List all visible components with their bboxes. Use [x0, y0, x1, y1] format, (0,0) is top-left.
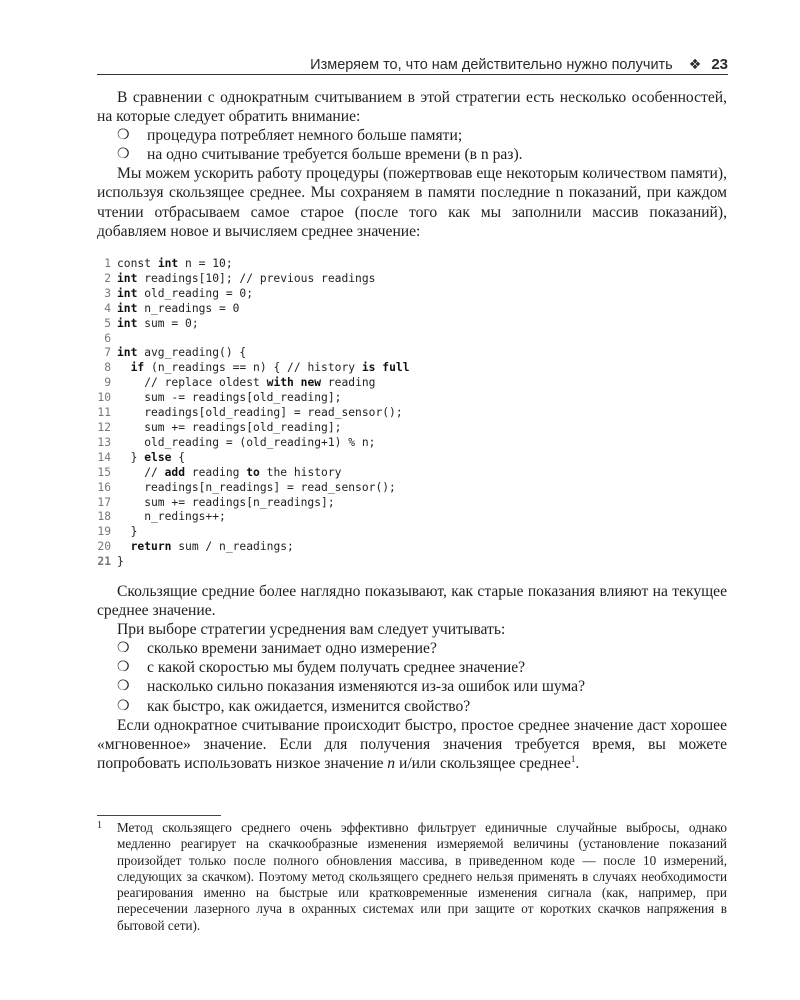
page-number: 23	[711, 56, 728, 73]
line-number: 18	[97, 510, 111, 524]
code-line	[97, 332, 697, 347]
body-top	[97, 88, 727, 241]
code-text: readings[old_reading] = read_sensor();	[117, 406, 403, 420]
line-number: 5	[104, 316, 111, 330]
code-line	[97, 287, 697, 302]
code-text: old_reading = (old_reading+1) % n;	[117, 435, 376, 449]
bullet-icon: ❍	[117, 641, 130, 657]
line-number: 12	[97, 420, 111, 434]
footnote-ref[interactable]: 1	[570, 753, 576, 764]
footnote-text: Метод скользящего среднего очень эффективно фильтрует единичные случайные выбросы, однако медленно реагирует на скачкообразные изменения измеряемой величины (установление показаний произойдет только после полного обновления массива, в приведенном коде — после 10 измерений, следующих за скачком). Поэтому метод скользящего среднего нельзя применять в случаях необходимости реагирования именно на быстрые или кратковременные изменения сигнала (как, например, при пересечении лазерного луча в охранных системах или при защите от коротких скачков напряжения в бытовой сети).	[117, 820, 727, 933]
line-number: 10	[97, 391, 111, 405]
code-text: }	[117, 555, 124, 569]
list-item: ❍ с какой скоростью мы будем получать среднее значение?	[117, 659, 526, 677]
line-number: 2	[104, 271, 111, 285]
code-text: if (n_readings == n) { // history is full	[130, 361, 410, 375]
line-number: 20	[97, 540, 111, 554]
line-number: 8	[104, 361, 111, 375]
code-line	[97, 496, 697, 511]
code-line	[97, 421, 697, 436]
ornament-icon: ❖	[688, 56, 702, 72]
running-title: Измеряем то, что нам действительно нужно получить	[310, 57, 673, 73]
line-number: 21	[97, 555, 111, 569]
code-text: const int n = 10;	[117, 257, 233, 270]
code-text: readings[n_readings] = read_sensor();	[117, 480, 396, 494]
code-line	[97, 540, 697, 555]
header-rule	[97, 74, 728, 75]
code-line	[97, 451, 697, 466]
code-line	[97, 272, 697, 287]
bullet-icon: ❍	[117, 679, 130, 695]
code-line	[97, 555, 697, 570]
code-line	[97, 466, 697, 481]
line-number: 16	[97, 480, 111, 494]
bullet-icon: ❍	[117, 147, 130, 163]
line-number: 19	[97, 525, 111, 539]
line-number: 15	[97, 465, 111, 479]
intro-paragraph: В сравнении с однократным считыванием в этой стратегии есть несколько особенностей, на которые следует обратить внимание:	[97, 89, 727, 126]
paragraph: Скользящие средние более наглядно показывают, как старые показания влияют на текущее среднее значение.	[97, 583, 727, 620]
code-text: int n_readings = 0	[117, 301, 240, 315]
line-number: 1	[104, 257, 111, 270]
moving-average-paragraph: Мы можем ускорить работу процедуры (пожертвовав еще некоторым количеством памяти), используя скользящее среднее. Мы сохраняем в памяти последние n показаний, при каждом чтении отбрасываем самое старое (после того как мы заполнили массив показаний), добавляем новое и вычисляем среднее значение:	[97, 165, 727, 240]
code-text: // add reading to the history	[117, 465, 342, 479]
code-text: int sum = 0;	[117, 316, 199, 330]
code-line	[97, 481, 697, 496]
features-list	[97, 126, 727, 164]
code-text: int old_reading = 0;	[117, 286, 254, 300]
code-line	[97, 525, 697, 540]
list-item: ❍ насколько сильно показания изменяются из-за ошибок или шума?	[117, 678, 586, 696]
body-bottom	[97, 582, 727, 773]
line-number: 14	[97, 450, 111, 464]
list-item: ❍ процедура потребляет немного больше памяти;	[117, 127, 463, 145]
line-number: 4	[104, 301, 111, 315]
line-number: 6	[104, 331, 111, 345]
code-text: // replace oldest with new reading	[117, 376, 376, 390]
list-item: ❍ сколько времени занимает одно измерение?	[117, 640, 437, 658]
bullet-icon: ❍	[117, 660, 130, 676]
code-line	[97, 302, 697, 317]
code-text: return sum / n_readings;	[130, 540, 294, 554]
code-text	[117, 332, 124, 345]
footnote-mark: 1	[97, 820, 102, 831]
code-line	[97, 317, 697, 332]
line-number: 7	[104, 346, 111, 360]
line-number: 13	[97, 435, 111, 449]
considerations-list	[97, 639, 727, 715]
code-line	[97, 406, 697, 421]
code-text: sum -= readings[old_reading];	[117, 391, 342, 405]
paragraph: Если однократное считывание происходит быстро, простое среднее значение даст хорошее «мгновенное» значение. Если для получения значения требуется время, вы можете попробовать использовать низкое значение n и/или скользящее среднее$^1$.	[97, 716, 727, 772]
code-text: sum += readings[n_readings];	[117, 495, 335, 509]
footnote	[97, 820, 727, 934]
footnote-rule	[97, 815, 221, 816]
running-header	[97, 56, 728, 76]
code-line	[97, 510, 697, 525]
paragraph: При выборе стратегии усреднения вам следует учитывать:	[117, 621, 506, 639]
code-line	[97, 376, 697, 391]
code-line	[97, 436, 697, 451]
code-text: int readings[10]; // previous readings	[117, 271, 376, 285]
code-text: n_redings++;	[117, 510, 226, 524]
code-line	[97, 361, 697, 376]
list-item: ❍ на одно считывание требуется больше времени (в n раз).	[117, 146, 523, 164]
code-text: } else {	[117, 450, 186, 464]
code-text: sum += readings[old_reading];	[117, 420, 342, 434]
bullet-icon: ❍	[117, 128, 130, 144]
line-number: 9	[104, 376, 111, 390]
line-number: 17	[97, 495, 111, 509]
code-text: int avg_reading() {	[117, 346, 247, 360]
list-item: ❍ как быстро, как ожидается, изменится свойство?	[117, 697, 471, 715]
code-line	[97, 391, 697, 406]
line-number: 11	[97, 406, 111, 420]
bullet-icon: ❍	[117, 698, 130, 714]
code-listing	[97, 257, 697, 570]
line-number: 3	[104, 286, 111, 300]
code-text: }	[117, 525, 138, 539]
code-line	[97, 257, 697, 272]
code-line	[97, 346, 697, 361]
